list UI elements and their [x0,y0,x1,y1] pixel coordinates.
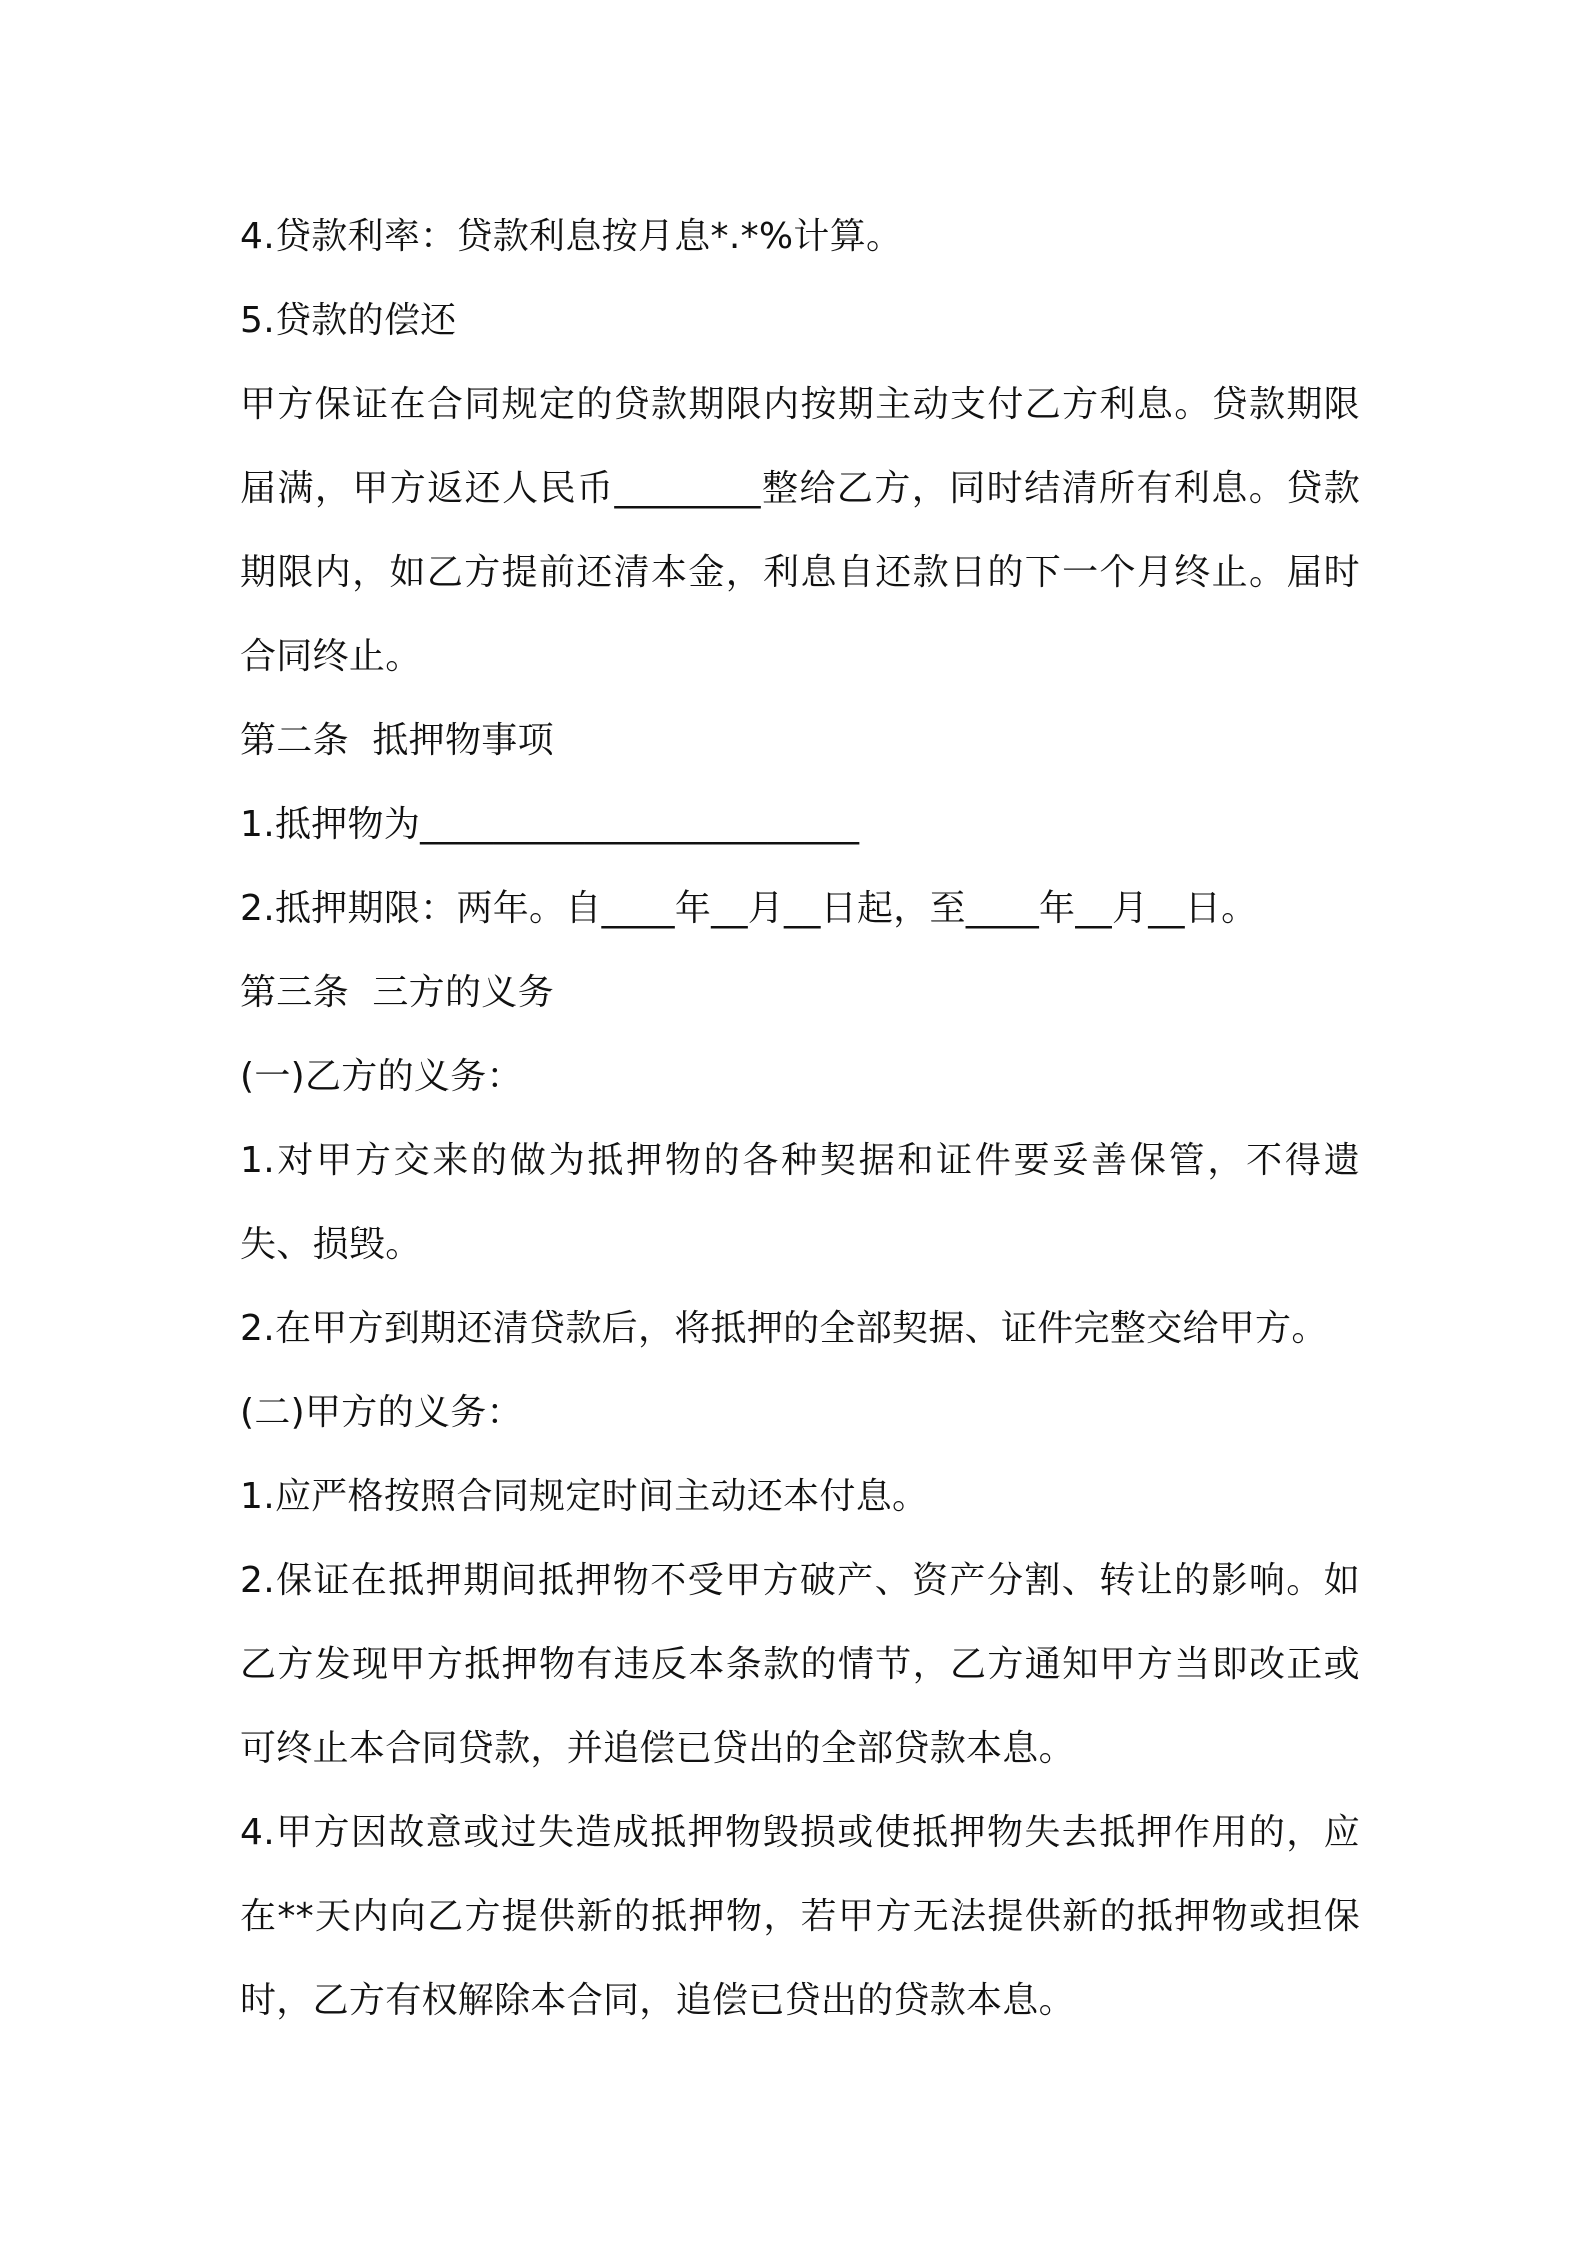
party-b-obligation-2: 2.在甲方到期还清贷款后，将抵押的全部契据、证件完整交给甲方。 [240,1308,1328,1349]
party-a-obligations-heading: (二)甲方的义务： [240,1392,523,1433]
loan-repayment-clause: 甲方保证在合同规定的贷款期限内按期主动支付乙方利息。贷款期限届满，甲方返还人民币________整给乙方，同时结清所有利息。贷款期限内，如乙方提前还清本金，利息自还款日的下一个月终止。届时合同终止。 [240,384,1360,677]
party-a-obligation-2: 2.保证在抵押期间抵押物不受甲方破产、资产分割、转让的影响。如乙方发现甲方抵押物有违反本条款的情节，乙方通知甲方当即改正或可终止本合同贷款，并追偿已贷出的全部贷款本息。 [240,1560,1360,1769]
party-a-obligation-4: 4.甲方因故意或过失造成抵押物毁损或使抵押物失去抵押作用的，应在**天内向乙方提供新的抵押物，若甲方无法提供新的抵押物或担保时，乙方有权解除本合同，追偿已贷出的贷款本息。 [240,1812,1360,2021]
collateral-item-clause: 1.抵押物为________________________ [240,804,860,845]
article-two-heading: 第二条 抵押物事项 [240,720,554,761]
collateral-term-clause: 2.抵押期限：两年。自____年__月__日起，至____年__月__日。 [240,888,1258,929]
document-body [240,195,1360,2043]
loan-repayment-heading: 5.贷款的偿还 [240,300,457,341]
party-b-obligations-heading: (一)乙方的义务： [240,1056,523,1097]
loan-interest-rate-clause: 4.贷款利率：贷款利息按月息*.*%计算。 [240,216,903,257]
article-three-heading: 第三条 三方的义务 [240,972,554,1013]
party-b-obligation-1: 1.对甲方交来的做为抵押物的各种契据和证件要妥善保管，不得遗失、损毁。 [240,1140,1360,1265]
party-a-obligation-1: 1.应严格按照合同规定时间主动还本付息。 [240,1476,929,1517]
